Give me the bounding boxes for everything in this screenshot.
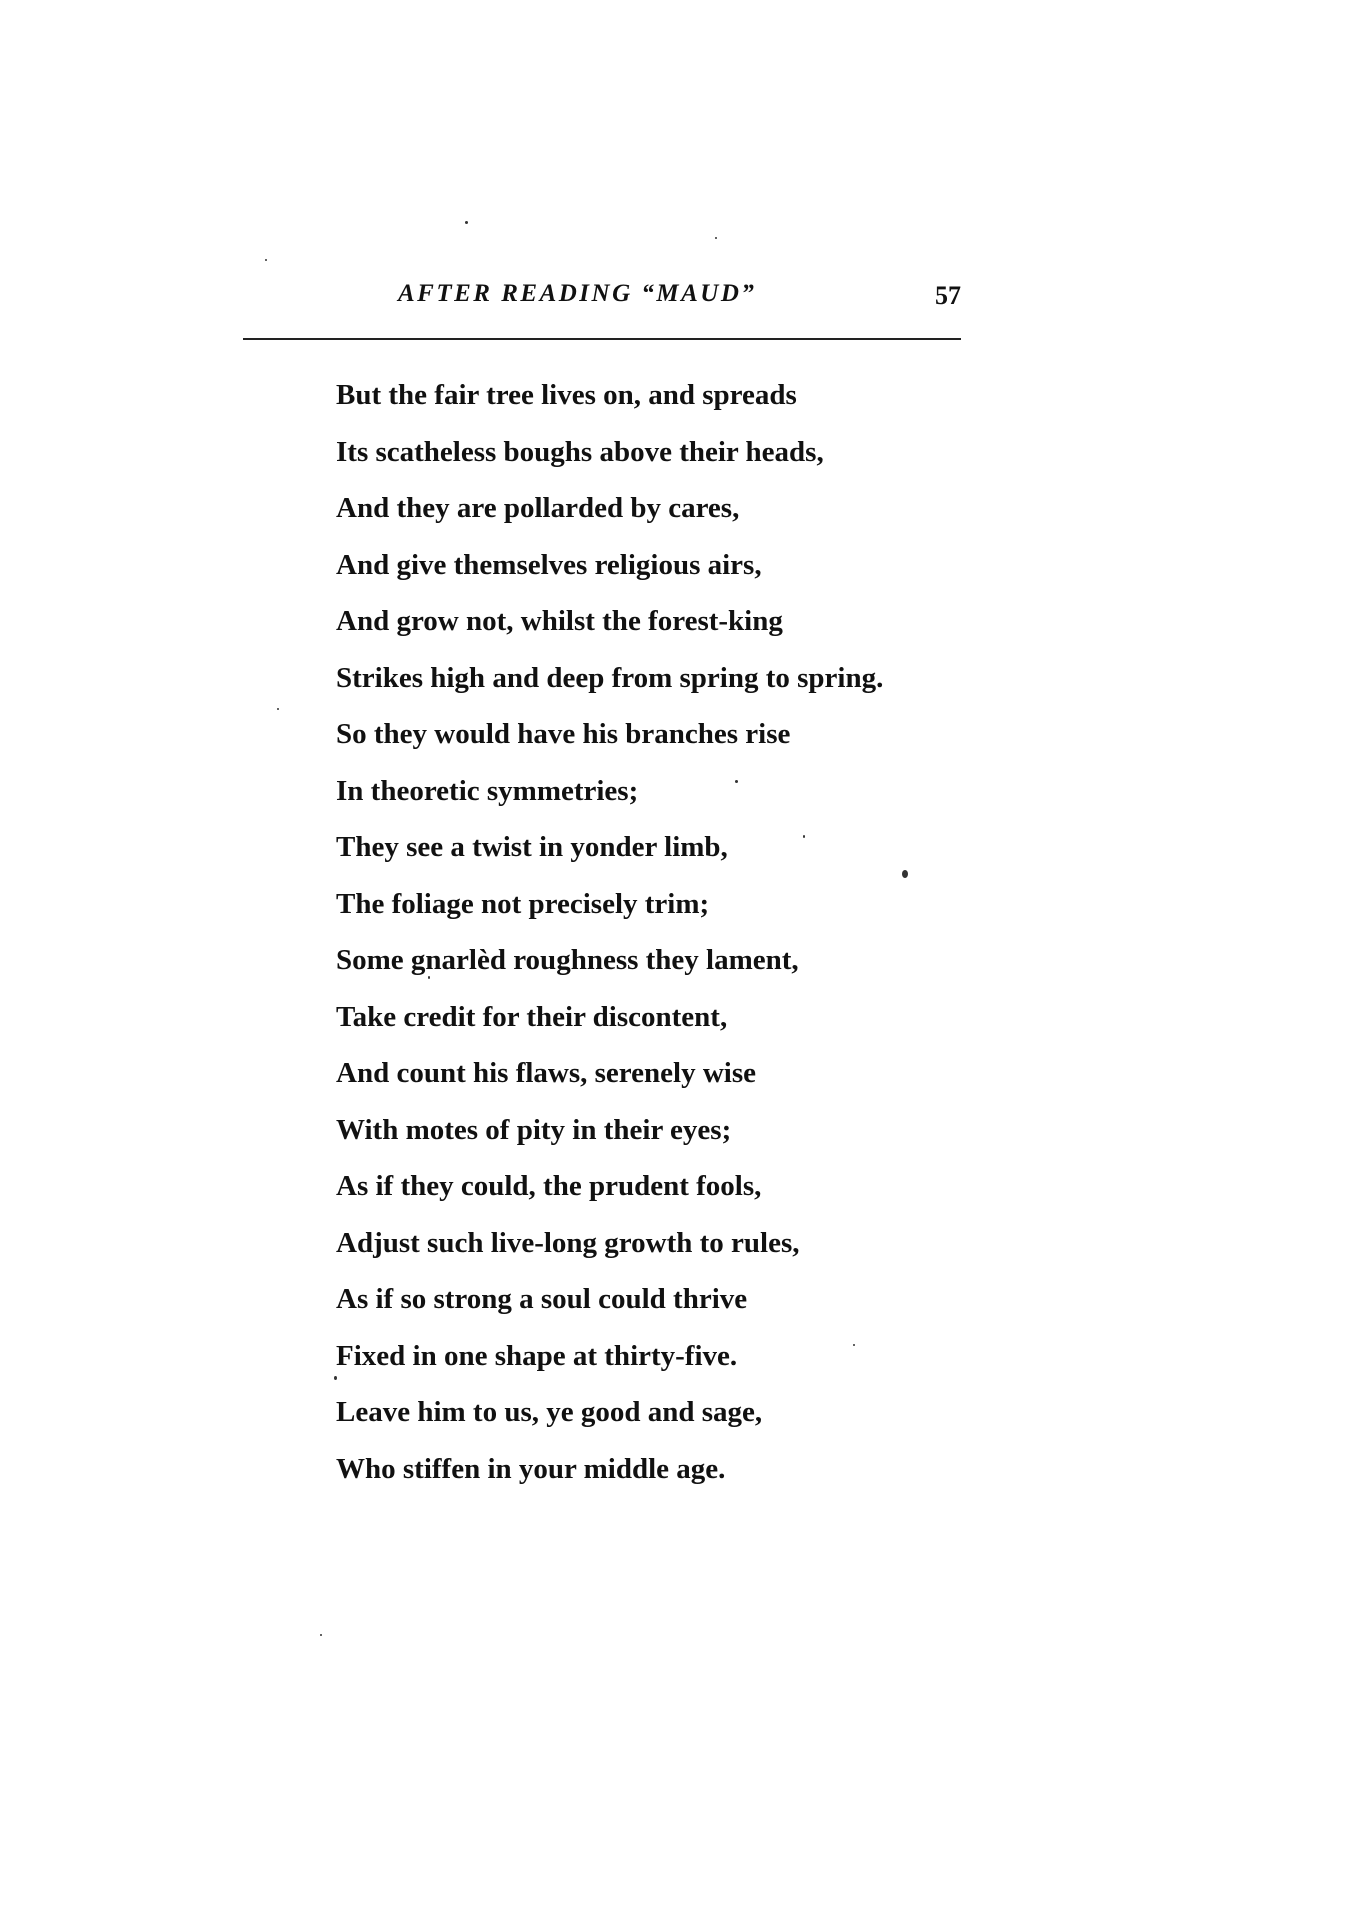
poem-line: With motes of pity in their eyes; [336,1113,732,1146]
scan-speck [853,1344,855,1346]
scan-speck [428,976,430,979]
poem-line: Its scatheless boughs above their heads, [336,435,824,468]
scan-speck [265,259,267,261]
header-rule [243,338,961,340]
poem-line: Leave him to us, ye good and sage, [336,1396,763,1428]
scan-speck [334,1376,337,1380]
poem [336,367,976,1497]
poem-line: Take credit for their discontent, [336,1000,728,1033]
poem-line: Strikes high and deep from spring to spring. [336,661,884,694]
scan-speck [715,237,717,239]
poem-line: And they are pollarded by cares, [336,492,740,524]
poem-line: In theoretic symmetries; [336,774,639,807]
poem-line: And count his flaws, serenely wise [336,1057,756,1089]
poem-line: Who stiffen in your middle age. [336,1452,726,1485]
poem-line: Adjust such live-long growth to rules, [336,1226,800,1259]
scan-speck [320,1634,322,1636]
poem-line: Fixed in one shape at thirty-five. [336,1339,738,1372]
poem-line: Some gnarlèd roughness they lament, [336,944,799,976]
page-number: 57 [935,281,961,310]
poem-line: They see a twist in yonder limb, [336,831,728,863]
scan-speck [902,870,908,878]
running-title: AFTER READING “MAUD” [398,280,757,307]
scan-speck [277,708,279,710]
poem-line: But the fair tree lives on, and spreads [336,379,797,411]
scan-speck [803,835,805,838]
page-header [243,280,961,320]
poem-line: And give themselves religious airs, [336,548,762,581]
poem-line: So they would have his branches rise [336,718,791,750]
poem-line: As if so strong a soul could thrive [336,1283,748,1315]
poem-line: And grow not, whilst the forest-king [336,605,783,637]
scan-speck [465,221,468,224]
poem-line: The foliage not precisely trim; [336,887,710,920]
poem-line: As if they could, the prudent fools, [336,1170,762,1202]
scan-speck [735,780,738,783]
